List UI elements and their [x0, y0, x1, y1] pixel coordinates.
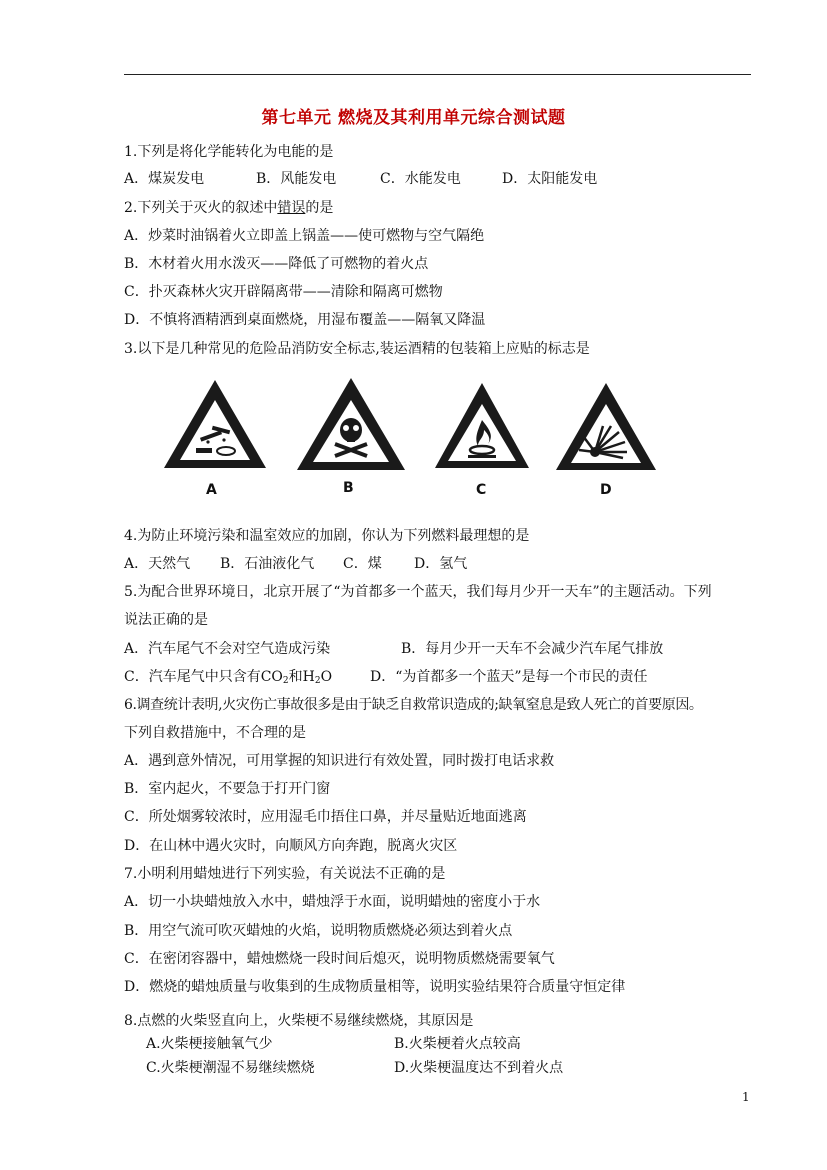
q1-option-b: B．风能发电: [256, 171, 337, 187]
q2-stem-underlined: 错误: [277, 200, 306, 216]
q2-stem-pre: 2.下列关于灭火的叙述中: [124, 200, 278, 216]
sign-b: [295, 376, 407, 476]
question-2-stem: [124, 199, 333, 217]
q6-option-c: C．所处烟雾较浓时，应用湿毛巾捂住口鼻，并尽量贴近地面逃离: [124, 809, 527, 825]
question-7-stem: 7.小明利用蜡烛进行下列实验，有关说法不正确的是: [124, 866, 446, 882]
q5-option-c-mid: 和H: [288, 669, 315, 685]
toxic-skull-sign-icon: [295, 376, 407, 476]
q6-option-a: A．遇到意外情况，可用掌握的知识进行有效处置，同时拨打电话求救: [124, 753, 555, 769]
q4-option-a: A．天然气: [124, 556, 191, 572]
q7-option-c: C．在密闭容器中，蜡烛燃烧一段时间后熄灭，说明物质燃烧需要氧气: [124, 951, 555, 967]
q4-option-d: D．氢气: [414, 556, 468, 572]
question-6-stem-line2: 下列自救措施中，不合理的是: [124, 725, 306, 741]
question-5-stem-line2: 说法正确的是: [124, 612, 208, 628]
q5-option-c: [124, 668, 332, 690]
q5-option-c-sub2: 2: [314, 676, 321, 686]
q5-option-d: D．“为首都多一个蓝天”是每一个市民的责任: [370, 669, 648, 685]
q8-option-c: C.火柴梗潮湿不易继续燃烧: [146, 1060, 315, 1076]
sign-c: [432, 380, 532, 474]
q8-option-d: D.火柴梗温度达不到着火点: [394, 1060, 564, 1076]
q2-option-a: A．炒菜时油锅着火立即盖上锅盖——使可燃物与空气隔绝: [124, 228, 485, 244]
q7-option-d: D．燃烧的蜡烛质量与收集到的生成物质量相等，说明实验结果符合质量守恒定律: [124, 979, 626, 995]
sign-b-label: B: [343, 480, 354, 496]
q4-option-c: C．煤: [343, 556, 382, 572]
q2-option-b: B．木材着火用水泼灭——降低了可燃物的着火点: [124, 256, 429, 272]
page-number: 1: [742, 1090, 750, 1104]
question-5-stem-line1: 5.为配合世界环境日，北京开展了“为首都多一个蓝天，我们每月少开一天车”的主题活动。下列: [124, 584, 712, 600]
q1-option-a: A．煤炭发电: [124, 171, 205, 187]
q5-option-c-pre: C．汽车尾气中只含有CO: [124, 669, 283, 685]
sign-a-label: A: [206, 482, 217, 498]
q1-option-c: C．水能发电: [380, 171, 461, 187]
q5-option-a: A．汽车尾气不会对空气造成污染: [124, 641, 331, 657]
q2-option-d: D．不慎将酒精洒到桌面燃烧，用湿布覆盖——隔氧又降温: [124, 312, 486, 328]
header-rule: [124, 74, 751, 75]
q5-option-b: B．每月少开一天车不会减少汽车尾气排放: [401, 641, 664, 657]
q8-option-b: B.火柴梗着火点较高: [394, 1036, 521, 1052]
explosive-sign-icon: [553, 380, 659, 476]
q4-option-b: B．石油液化气: [220, 556, 315, 572]
q2-option-c: C．扑灭森林火灾开辟隔离带——清除和隔离可燃物: [124, 284, 443, 300]
q7-option-b: B．用空气流可吹灭蜡烛的火焰，说明物质燃烧必须达到着火点: [124, 923, 513, 939]
question-4-stem: 4.为防止环境污染和温室效应的加剧，你认为下列燃料最理想的是: [124, 528, 530, 544]
q1-option-d: D．太阳能发电: [502, 171, 598, 187]
q8-option-a: A.火柴梗接触氧气少: [146, 1036, 273, 1052]
q6-option-b: B．室内起火，不要急于打开门窗: [124, 781, 331, 797]
question-8-stem: 8.点燃的火柴竖直向上，火柴梗不易继续燃烧，其原因是: [124, 1013, 474, 1029]
q5-option-c-post: O: [320, 669, 333, 685]
corrosive-sign-icon: [160, 376, 270, 474]
sign-d-label: D: [600, 482, 612, 498]
question-6-stem-line1: 6.调查统计表明,火灾伤亡事故很多是由于缺乏自救常识造成的;缺氧窒息是致人死亡的首要原因。: [124, 697, 703, 713]
question-1-stem: 1.下列是将化学能转化为电能的是: [124, 144, 334, 160]
q2-stem-post: 的是: [305, 200, 334, 216]
question-3-stem: 3.以下是几种常见的危险品消防安全标志,装运酒精的包装箱上应贴的标志是: [124, 341, 590, 357]
sign-d: [553, 380, 659, 476]
q6-option-d: D．在山林中遇火灾时，向顺风方向奔跑，脱离火灾区: [124, 838, 458, 854]
flammable-sign-icon: [432, 380, 532, 474]
sign-c-label: C: [476, 482, 487, 498]
q7-option-a: A．切一小块蜡烛放入水中，蜡烛浮于水面，说明蜡烛的密度小于水: [124, 894, 541, 910]
page-title: 第七单元 燃烧及其利用单元综合测试题: [261, 108, 566, 128]
sign-a: [160, 376, 270, 474]
q5-option-c-sub1: 2: [282, 676, 289, 686]
